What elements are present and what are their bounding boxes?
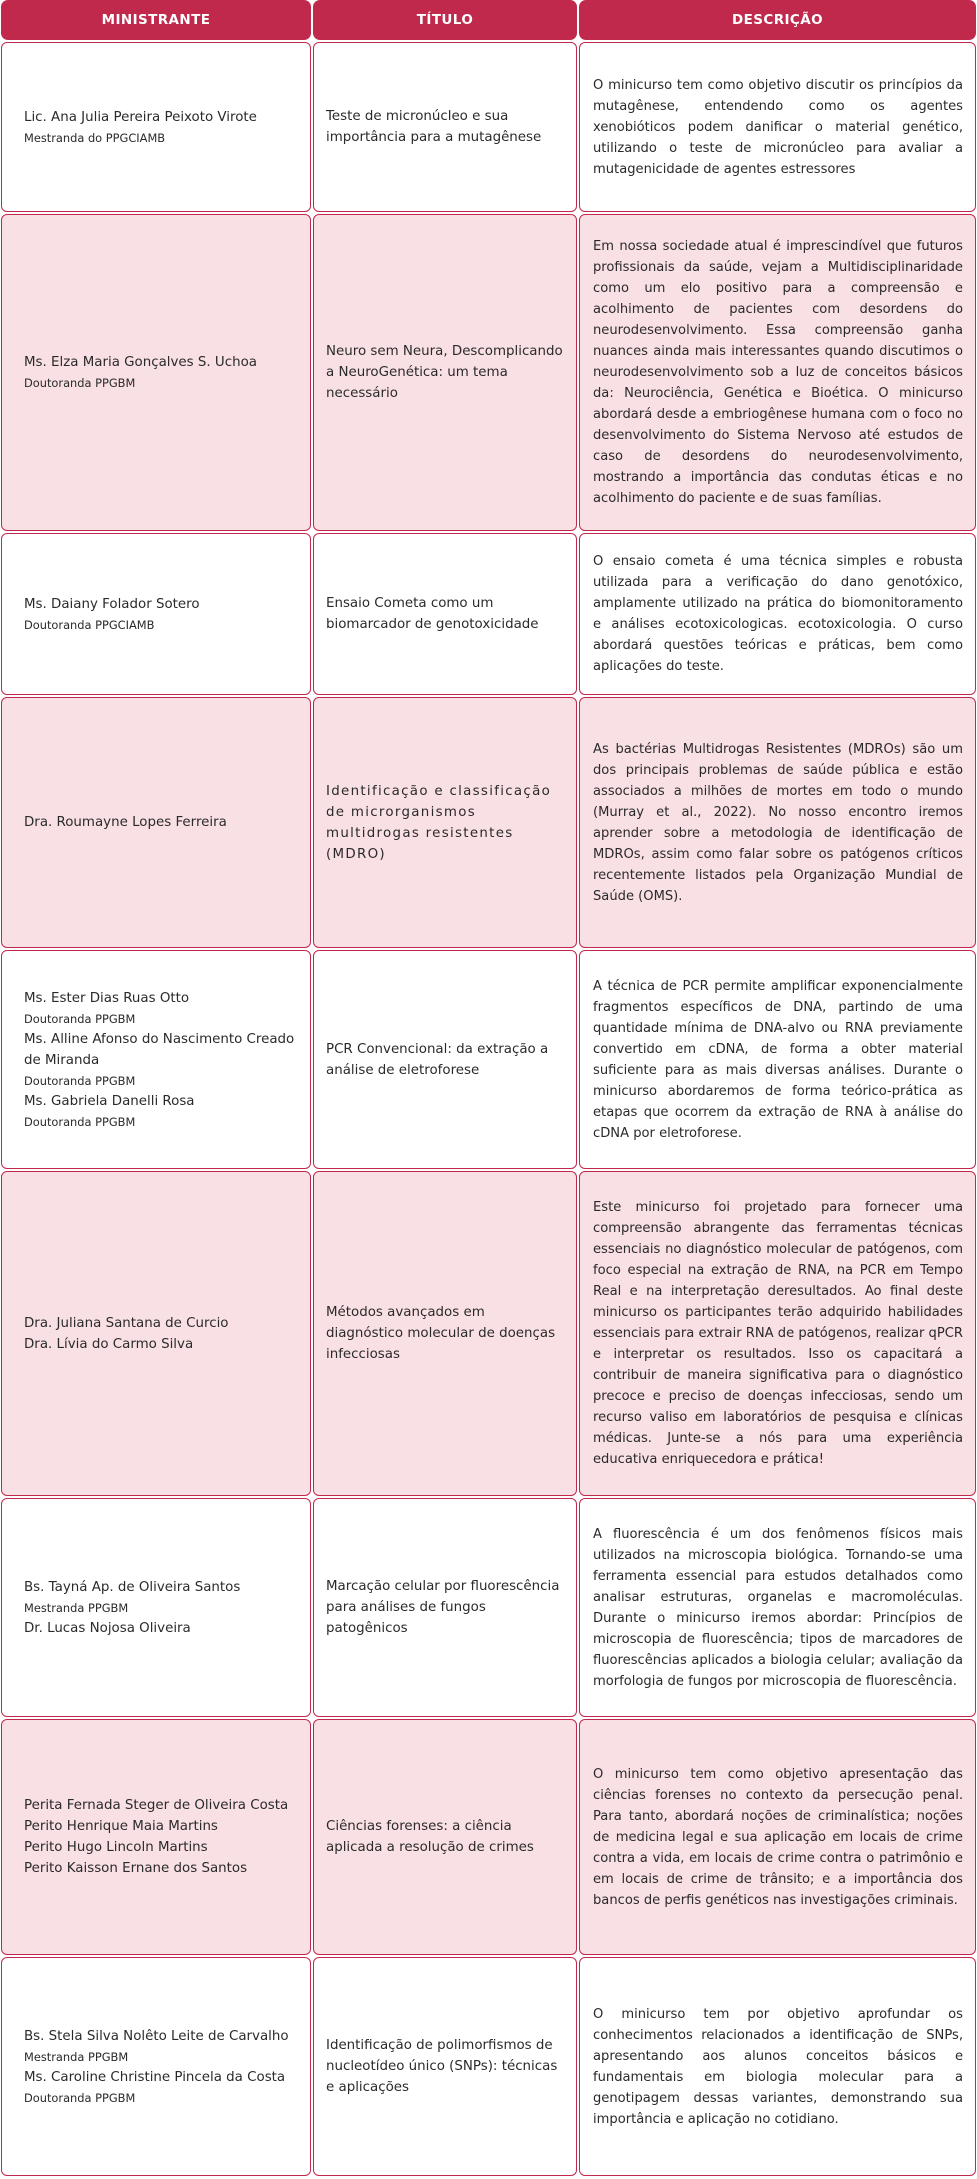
titulo-cell: Identificação e classificação de microrganismos multidrogas resistentes (MDRO) bbox=[313, 697, 577, 948]
ministrante-name: Ms. Gabriela Danelli Rosa bbox=[24, 1093, 195, 1109]
ministrante-name: Ms. Elza Maria Gonçalves S. Uchoa bbox=[24, 355, 257, 370]
ministrante-role: Doutoranda PPGBM bbox=[24, 1011, 136, 1026]
ministrante-name: Perito Hugo Lincoln Martins bbox=[24, 1840, 208, 1855]
ministrante-role: Doutoranda PPGBM bbox=[24, 1073, 136, 1088]
ministrante-role: Doutoranda PPGBM bbox=[24, 1114, 136, 1129]
titulo-cell: Neuro sem Neura, Descomplicando a NeuroGenética: um tema necessário bbox=[313, 214, 577, 531]
ministrante-name: Dra. Roumayne Lopes Ferreira bbox=[24, 815, 227, 830]
ministrante-role: Doutoranda PPGCIAMB bbox=[24, 617, 155, 632]
descricao-cell: A técnica de PCR permite amplificar exponencialmente fragmentos específicos de DNA, partindo de uma quantidade mínima de DNA-alvo ou RNA previamente convertido em cDNA, de forma a obter material suficiente para as mais diversas análises. Durante o minicurso abordaremos de forma teórico-prática as etapas que ocorrem da extração de RNA à análise do cDNA por eletroforese. bbox=[579, 950, 976, 1169]
ministrante-name: Ms. Ester Dias Ruas Otto bbox=[24, 990, 190, 1006]
descricao-cell: As bactérias Multidrogas Resistentes (MDROs) são um dos principais problemas de saúde pública e estão associados a milhões de mortes em todo o mundo (Murray et al., 2022). No nosso encontro iremos aprender sobre a metodologia de identificação de MDROs, assim como falar sobre os patógenos críticos recentemente listados pela Organização Mundial de Saúde (OMS). bbox=[579, 697, 976, 948]
ministrante-name: Perita Fernada Steger de Oliveira Costa bbox=[24, 1798, 289, 1813]
ministrante-cell bbox=[1, 1957, 311, 2176]
descricao-cell: O minicurso tem por objetivo aprofundar os conhecimentos relacionados a identificação de SNPs, apresentando aos alunos conceitos básicos e fundamentais em biologia molecular para a genotipagem dessas variantes, demonstrando sua importância e aplicação no cotidiano. bbox=[579, 1957, 976, 2176]
ministrante-cell bbox=[1, 1719, 311, 1955]
ministrante-name: Ms. Alline Afonso do Nascimento Creado de Miranda bbox=[24, 1031, 295, 1068]
ministrante-cell bbox=[1, 1498, 311, 1717]
titulo-cell: Identificação de polimorfismos de nucleotídeo único (SNPs): técnicas e aplicações bbox=[313, 1957, 577, 2176]
ministrante-cell bbox=[1, 533, 311, 695]
ministrante-role: Mestranda PPGBM bbox=[24, 1600, 129, 1615]
descricao-cell: Este minicurso foi projetado para fornecer uma compreensão abrangente das ferramentas técnicas essenciais no diagnóstico molecular de patógenos, com foco especial na extração de RNA, na PCR em Tempo Real e na interpretação deresultados. Ao final deste minicurso os participantes terão adquirido habilidades essenciais para extrair RNA de patógenos, realizar qPCR e interpretar os resultados. Isso os capacitará a contribuir de maneira significativa para o diagnóstico precoce e preciso de doenças infecciosas, sendo um recurso valiso em laboratórios de pesquisa e clínicas médicas. Junte-se a nós para uma experiência educativa enriquecedora e prática! bbox=[579, 1171, 976, 1496]
ministrante-cell bbox=[1, 950, 311, 1169]
titulo-cell: Teste de micronúcleo e sua importância para a mutagênese bbox=[313, 42, 577, 212]
titulo-cell: Métodos avançados em diagnóstico molecular de doenças infecciosas bbox=[313, 1171, 577, 1496]
descricao-cell: O ensaio cometa é uma técnica simples e robusta utilizada para a verificação do dano genotóxico, amplamente utilizado na prática do biomonitoramento e análises ecotoxicologicas. ecotoxicologia. O curso abordará questões teóricas e práticas, bem como aplicações do teste. bbox=[579, 533, 976, 695]
ministrante-cell bbox=[1, 42, 311, 212]
header-ministrante: MINISTRANTE bbox=[1, 0, 311, 40]
ministrante-role: Doutoranda PPGBM bbox=[24, 376, 136, 390]
ministrante-role: Doutoranda PPGBM bbox=[24, 2090, 136, 2105]
ministrante-name: Bs. Stela Silva Nolêto Leite de Carvalho bbox=[24, 2028, 289, 2044]
titulo-cell: Ciências forenses: a ciência aplicada a resolução de crimes bbox=[313, 1719, 577, 1955]
titulo-cell: PCR Convencional: da extração a análise de eletroforese bbox=[313, 950, 577, 1169]
ministrante-role: Mestranda PPGBM bbox=[24, 2049, 129, 2064]
ministrante-cell bbox=[1, 214, 311, 531]
descricao-cell: A fluorescência é um dos fenômenos físicos mais utilizados na microscopia biológica. Tornando-se uma ferramenta essencial para estudos detalhados como analisar estruturas, organelas e macromoléculas. Durante o minicurso iremos abordar: Princípios de microscopia de fluorescência; tipos de marcadores de fluorescências aplicados a biologia celular; avaliação da morfologia de fungos por microscopia de fluorescência. bbox=[579, 1498, 976, 1717]
ministrante-name: Perito Henrique Maia Martins bbox=[24, 1819, 218, 1834]
titulo-cell: Marcação celular por fluorescência para análises de fungos patogênicos bbox=[313, 1498, 577, 1717]
ministrante-cell bbox=[1, 697, 311, 948]
ministrante-name: Dra. Lívia do Carmo Silva bbox=[24, 1336, 194, 1352]
ministrante-name: Dra. Juliana Santana de Curcio bbox=[24, 1315, 229, 1331]
ministrante-name: Lic. Ana Julia Pereira Peixoto Virote bbox=[24, 109, 257, 125]
header-descricao: DESCRIÇÃO bbox=[579, 0, 976, 40]
header-titulo: TÍTULO bbox=[313, 0, 577, 40]
descricao-cell: O minicurso tem como objetivo discutir os princípios da mutagênese, entendendo como os agentes xenobióticos podem danificar o material genético, utilizando o teste de micronúcleo para avaliar a mutagenicidade de agentes estressores bbox=[579, 42, 976, 212]
ministrante-name: Dr. Lucas Nojosa Oliveira bbox=[24, 1620, 191, 1636]
ministrante-role: Mestranda do PPGCIAMB bbox=[24, 130, 166, 145]
ministrante-name: Ms. Daiany Folador Sotero bbox=[24, 596, 200, 612]
descricao-cell: Em nossa sociedade atual é imprescindível que futuros profissionais da saúde, vejam a Multidisciplinaridade como um elo positivo para a compreensão e acolhimento de pacientes com desordens do neurodesenvolvimento. Essa compreensão ganha nuances ainda mais interessantes quando discutimos o neurodesenvolvimento sob a luz de conceitos básicos da: Neurociência, Genética e Bioética. O minicurso abordará desde a embriogênese humana com o foco no desenvolvimento do Sistema Nervoso até estudos de caso de desordens do neurodesenvolvimento, mostrando a importância das condutas éticas e no acolhimento do paciente e de suas famílias. bbox=[579, 214, 976, 531]
titulo-cell: Ensaio Cometa como um biomarcador de genotoxicidade bbox=[313, 533, 577, 695]
ministrante-name: Bs. Tayná Ap. de Oliveira Santos bbox=[24, 1579, 241, 1595]
descricao-cell: O minicurso tem como objetivo apresentação das ciências forenses no contexto da persecução penal. Para tanto, abordará noções de criminalística; noções de medicina legal e sua aplicação em locais de crime contra a vida, em locais de crime contra o patrimônio e em locais de crime de trânsito; e a importância dos bancos de perfis genéticos nas investigações criminais. bbox=[579, 1719, 976, 1955]
ministrante-name: Ms. Caroline Christine Pincela da Costa bbox=[24, 2069, 286, 2085]
ministrante-name: Perito Kaisson Ernane dos Santos bbox=[24, 1861, 248, 1876]
ministrante-cell bbox=[1, 1171, 311, 1496]
